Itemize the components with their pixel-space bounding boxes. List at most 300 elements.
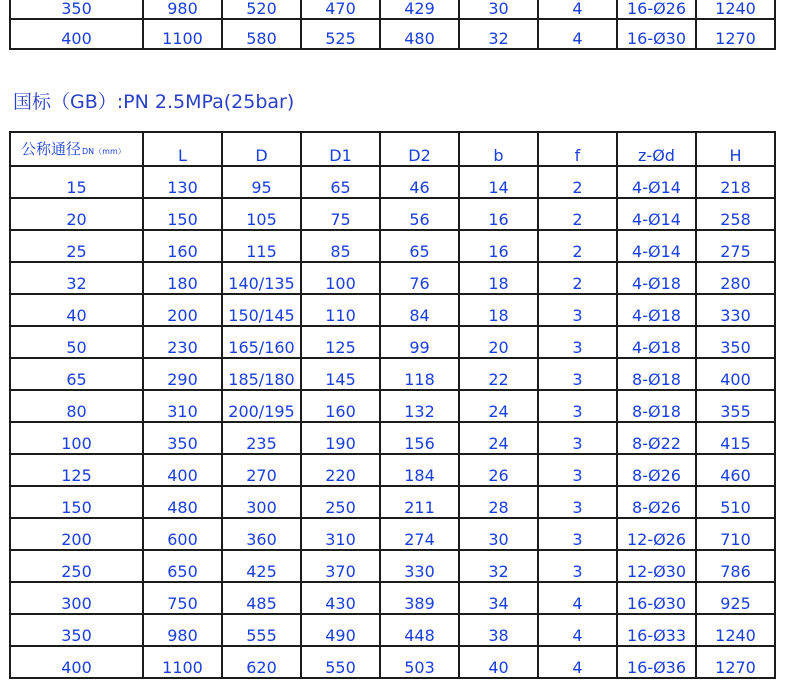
cell-value: 40 xyxy=(488,658,509,677)
table-cell xyxy=(143,550,222,582)
table-cell xyxy=(617,518,696,550)
cell-value: 118 xyxy=(404,370,435,389)
table-cell xyxy=(538,19,617,49)
header-cell xyxy=(380,132,459,166)
table-cell xyxy=(696,166,775,198)
table-cell xyxy=(617,326,696,358)
cell-value: 200 xyxy=(61,530,92,549)
cell-value: 350 xyxy=(720,338,751,357)
table-cell xyxy=(696,262,775,294)
table-row xyxy=(10,230,775,262)
cell-value: 84 xyxy=(409,306,430,325)
cell-value: 156 xyxy=(404,434,435,453)
table-cell xyxy=(301,326,380,358)
cell-value: 470 xyxy=(325,0,356,18)
cell-value: 925 xyxy=(720,594,751,613)
table-cell xyxy=(301,518,380,550)
cell-value: 125 xyxy=(61,466,92,485)
cell-value: 786 xyxy=(720,562,751,581)
table-cell xyxy=(459,518,538,550)
table-cell xyxy=(459,358,538,390)
table-row xyxy=(10,326,775,358)
cell-value: 274 xyxy=(404,530,435,549)
cell-value: 4 xyxy=(572,658,583,677)
table-cell xyxy=(143,358,222,390)
table-cell xyxy=(301,614,380,646)
cell-value: 4-Ø18 xyxy=(632,274,681,293)
cell-value: 270 xyxy=(246,466,277,485)
table-cell xyxy=(696,0,775,19)
table-row xyxy=(10,198,775,230)
table-cell xyxy=(696,454,775,486)
table-cell xyxy=(380,358,459,390)
cell-value: 100 xyxy=(325,274,356,293)
table-row xyxy=(10,582,775,614)
cell-value: 16-Ø30 xyxy=(626,594,687,613)
table-cell xyxy=(617,582,696,614)
table-cell xyxy=(143,294,222,326)
cell-value: 24 xyxy=(488,434,509,453)
table-cell xyxy=(459,294,538,326)
cell-value: 76 xyxy=(409,274,430,293)
cell-value: 525 xyxy=(325,29,356,48)
cell-value: 75 xyxy=(330,210,351,229)
table-cell xyxy=(143,422,222,454)
table-cell xyxy=(380,262,459,294)
cell-value: 185/180 xyxy=(228,370,295,389)
table-cell xyxy=(617,358,696,390)
cell-value: 160 xyxy=(325,402,356,421)
table-cell xyxy=(696,198,775,230)
table-cell xyxy=(459,326,538,358)
cell-value: 20 xyxy=(488,338,509,357)
table-cell xyxy=(538,358,617,390)
cell-value: 150 xyxy=(167,210,198,229)
table-cell xyxy=(538,518,617,550)
table-cell xyxy=(222,422,301,454)
table-cell xyxy=(538,582,617,614)
table-cell xyxy=(380,0,459,19)
table-body xyxy=(10,166,775,678)
table-cell xyxy=(538,166,617,198)
table-cell xyxy=(538,294,617,326)
cell-value: 12-Ø26 xyxy=(626,530,687,549)
table-cell xyxy=(617,486,696,518)
cell-value: 300 xyxy=(246,498,277,517)
cell-value: 105 xyxy=(246,210,277,229)
cell-value: 8-Ø18 xyxy=(632,402,681,421)
table-cell xyxy=(10,454,143,486)
cell-value: 8-Ø26 xyxy=(632,498,681,517)
cell-value: 310 xyxy=(325,530,356,549)
table-cell xyxy=(10,166,143,198)
table-row xyxy=(10,422,775,454)
table-row xyxy=(10,0,775,19)
table-cell xyxy=(10,0,143,19)
cell-value: 145 xyxy=(325,370,356,389)
table-row xyxy=(10,19,775,49)
table-cell xyxy=(222,358,301,390)
cell-value: 480 xyxy=(167,498,198,517)
table-cell xyxy=(617,166,696,198)
cell-value: 429 xyxy=(404,0,435,18)
table-row xyxy=(10,614,775,646)
cell-value: 130 xyxy=(167,178,198,197)
table-cell xyxy=(10,294,143,326)
cell-value: 4 xyxy=(572,29,583,48)
table-cell xyxy=(10,358,143,390)
header-label: b xyxy=(493,146,504,165)
table-cell xyxy=(538,390,617,422)
table-cell xyxy=(617,614,696,646)
table-cell xyxy=(222,19,301,49)
table-cell xyxy=(301,0,380,19)
cell-value: 150/145 xyxy=(228,306,295,325)
table-cell xyxy=(617,550,696,582)
cell-value: 650 xyxy=(167,562,198,581)
table-cell xyxy=(380,582,459,614)
table-cell xyxy=(143,390,222,422)
cell-value: 400 xyxy=(61,29,92,48)
table-cell xyxy=(143,326,222,358)
cell-value: 250 xyxy=(325,498,356,517)
cell-value: 26 xyxy=(488,466,509,485)
cell-value: 1100 xyxy=(162,658,203,677)
cell-value: 100 xyxy=(61,434,92,453)
cell-value: 2 xyxy=(572,210,583,229)
table-cell xyxy=(459,390,538,422)
header-cell xyxy=(538,132,617,166)
table-cell xyxy=(459,230,538,262)
cell-value: 34 xyxy=(488,594,509,613)
cell-value: 4 xyxy=(572,594,583,613)
table-cell xyxy=(459,166,538,198)
table-cell xyxy=(538,198,617,230)
cell-value: 400 xyxy=(167,466,198,485)
cell-value: 8-Ø18 xyxy=(632,370,681,389)
cell-value: 16 xyxy=(488,242,509,261)
cell-value: 3 xyxy=(572,466,583,485)
cell-value: 85 xyxy=(330,242,351,261)
table-cell xyxy=(143,0,222,19)
cell-value: 95 xyxy=(251,178,272,197)
cell-value: 22 xyxy=(488,370,509,389)
cell-value: 290 xyxy=(167,370,198,389)
table-cell xyxy=(222,0,301,19)
table-cell xyxy=(10,422,143,454)
cell-value: 40 xyxy=(66,306,87,325)
cell-value: 4-Ø14 xyxy=(632,178,681,197)
cell-value: 32 xyxy=(488,562,509,581)
header-label: H xyxy=(729,146,742,165)
table-cell xyxy=(10,262,143,294)
table-cell xyxy=(222,550,301,582)
cell-value: 220 xyxy=(325,466,356,485)
table-cell xyxy=(222,326,301,358)
cell-value: 3 xyxy=(572,498,583,517)
cell-value: 150 xyxy=(61,498,92,517)
cell-value: 415 xyxy=(720,434,751,453)
header-label: D2 xyxy=(408,146,431,165)
table-cell xyxy=(696,19,775,49)
table-row xyxy=(10,358,775,390)
table-row xyxy=(10,454,775,486)
cell-value: 16-Ø26 xyxy=(626,0,687,18)
table-cell xyxy=(143,230,222,262)
table-cell xyxy=(222,166,301,198)
table-cell xyxy=(143,646,222,678)
cell-value: 485 xyxy=(246,594,277,613)
table-cell xyxy=(459,19,538,49)
cell-value: 400 xyxy=(720,370,751,389)
cell-value: 360 xyxy=(246,530,277,549)
cell-value: 180 xyxy=(167,274,198,293)
cell-value: 8-Ø26 xyxy=(632,466,681,485)
table-row xyxy=(10,390,775,422)
table-row xyxy=(10,486,775,518)
table-cell xyxy=(617,294,696,326)
table-cell xyxy=(10,646,143,678)
table-cell xyxy=(301,262,380,294)
table-cell xyxy=(222,582,301,614)
table-cell xyxy=(459,262,538,294)
cell-value: 16-Ø36 xyxy=(626,658,687,677)
cell-value: 16-Ø33 xyxy=(626,626,687,645)
table-cell xyxy=(617,198,696,230)
cell-value: 448 xyxy=(404,626,435,645)
table-cell xyxy=(380,454,459,486)
cell-value: 30 xyxy=(488,0,509,18)
cell-value: 330 xyxy=(720,306,751,325)
cell-value: 4 xyxy=(572,626,583,645)
table-row xyxy=(10,166,775,198)
table-cell xyxy=(301,454,380,486)
table-cell xyxy=(617,230,696,262)
cell-value: 32 xyxy=(488,29,509,48)
table-cell xyxy=(538,454,617,486)
table-cell xyxy=(222,646,301,678)
table-cell xyxy=(696,326,775,358)
cell-value: 65 xyxy=(409,242,430,261)
table-cell xyxy=(459,422,538,454)
cell-value: 211 xyxy=(404,498,435,517)
table-cell xyxy=(696,646,775,678)
cell-value: 16 xyxy=(488,210,509,229)
table-cell xyxy=(301,550,380,582)
cell-value: 460 xyxy=(720,466,751,485)
cell-value: 310 xyxy=(167,402,198,421)
table-cell xyxy=(459,582,538,614)
cell-value: 1100 xyxy=(162,29,203,48)
table-cell xyxy=(538,262,617,294)
spec-table xyxy=(9,131,776,679)
table-cell xyxy=(380,390,459,422)
table-cell xyxy=(538,550,617,582)
cell-value: 200 xyxy=(167,306,198,325)
cell-value: 1240 xyxy=(715,626,756,645)
table-cell xyxy=(696,422,775,454)
table-cell xyxy=(380,166,459,198)
header-cell xyxy=(222,132,301,166)
cell-value: 38 xyxy=(488,626,509,645)
cell-value: 600 xyxy=(167,530,198,549)
table-cell xyxy=(380,294,459,326)
cell-value: 503 xyxy=(404,658,435,677)
header-cell-dn xyxy=(10,132,143,166)
table-cell xyxy=(617,0,696,19)
cell-value: 56 xyxy=(409,210,430,229)
table-cell xyxy=(301,166,380,198)
table-cell xyxy=(222,390,301,422)
cell-value: 32 xyxy=(66,274,87,293)
cell-value: 280 xyxy=(720,274,751,293)
cell-value: 490 xyxy=(325,626,356,645)
table-cell xyxy=(222,518,301,550)
table-cell xyxy=(696,486,775,518)
cell-value: 550 xyxy=(325,658,356,677)
table-cell xyxy=(380,326,459,358)
table-cell xyxy=(380,486,459,518)
cell-value: 510 xyxy=(720,498,751,517)
table-cell xyxy=(222,454,301,486)
cell-value: 3 xyxy=(572,370,583,389)
table-cell xyxy=(143,614,222,646)
table-cell xyxy=(301,358,380,390)
table-cell xyxy=(301,19,380,49)
cell-value: 750 xyxy=(167,594,198,613)
table-cell xyxy=(143,19,222,49)
cell-value: 184 xyxy=(404,466,435,485)
cell-value: 370 xyxy=(325,562,356,581)
header-label: z-Ød xyxy=(638,146,675,165)
table-cell xyxy=(696,358,775,390)
cell-value: 555 xyxy=(246,626,277,645)
table-cell xyxy=(696,614,775,646)
cell-value: 480 xyxy=(404,29,435,48)
table-cell xyxy=(10,390,143,422)
table-cell xyxy=(10,486,143,518)
table-cell xyxy=(380,646,459,678)
cell-value: 350 xyxy=(61,626,92,645)
table-row xyxy=(10,518,775,550)
header-cell xyxy=(301,132,380,166)
table-cell xyxy=(301,294,380,326)
table-cell xyxy=(10,582,143,614)
table-cell xyxy=(538,0,617,19)
table-cell xyxy=(696,550,775,582)
cell-value: 2 xyxy=(572,242,583,261)
cell-value: 620 xyxy=(246,658,277,677)
table-cell xyxy=(10,550,143,582)
cell-value: 110 xyxy=(325,306,356,325)
cell-value: 350 xyxy=(167,434,198,453)
table-cell xyxy=(617,646,696,678)
cell-value: 80 xyxy=(66,402,87,421)
table-cell xyxy=(617,262,696,294)
table-cell xyxy=(538,646,617,678)
table-cell xyxy=(538,326,617,358)
cell-value: 258 xyxy=(720,210,751,229)
table-cell xyxy=(301,198,380,230)
dn-unit-label: DN（mm） xyxy=(82,146,126,156)
cell-value: 20 xyxy=(66,210,87,229)
cell-value: 355 xyxy=(720,402,751,421)
cell-value: 65 xyxy=(66,370,87,389)
cell-value: 330 xyxy=(404,562,435,581)
table-cell xyxy=(301,390,380,422)
cell-value: 250 xyxy=(61,562,92,581)
prev-table-body xyxy=(10,0,775,49)
header-cell xyxy=(459,132,538,166)
table-cell xyxy=(538,422,617,454)
cell-value: 580 xyxy=(246,29,277,48)
cell-value: 24 xyxy=(488,402,509,421)
table-cell xyxy=(10,19,143,49)
table-cell xyxy=(222,262,301,294)
table-cell xyxy=(617,390,696,422)
table-cell xyxy=(696,390,775,422)
cell-value: 4-Ø14 xyxy=(632,210,681,229)
table-cell xyxy=(10,614,143,646)
cell-value: 980 xyxy=(167,626,198,645)
section-title: 国标（GB）:PN 2.5MPa(25bar) xyxy=(13,91,295,113)
cell-value: 4 xyxy=(572,0,583,18)
cell-value: 430 xyxy=(325,594,356,613)
cell-value: 115 xyxy=(246,242,277,261)
table-cell xyxy=(301,230,380,262)
table-cell xyxy=(380,230,459,262)
table-cell xyxy=(10,518,143,550)
table-cell xyxy=(538,614,617,646)
cell-value: 14 xyxy=(488,178,509,197)
table-cell xyxy=(459,486,538,518)
cell-value: 275 xyxy=(720,242,751,261)
cell-value: 4-Ø18 xyxy=(632,338,681,357)
table-cell xyxy=(459,198,538,230)
table-cell xyxy=(10,230,143,262)
cell-value: 3 xyxy=(572,530,583,549)
cell-value: 350 xyxy=(61,0,92,18)
cell-value: 218 xyxy=(720,178,751,197)
table-cell xyxy=(459,550,538,582)
table-header-row xyxy=(10,132,775,166)
cell-value: 8-Ø22 xyxy=(632,434,681,453)
table-cell xyxy=(222,198,301,230)
cell-value: 4-Ø18 xyxy=(632,306,681,325)
cell-value: 4-Ø14 xyxy=(632,242,681,261)
cell-value: 50 xyxy=(66,338,87,357)
table-cell xyxy=(380,518,459,550)
table-cell xyxy=(301,422,380,454)
cell-value: 2 xyxy=(572,274,583,293)
table-cell xyxy=(380,614,459,646)
cell-value: 300 xyxy=(61,594,92,613)
cell-value: 25 xyxy=(66,242,87,261)
table-cell xyxy=(538,486,617,518)
cell-value: 18 xyxy=(488,274,509,293)
cell-value: 18 xyxy=(488,306,509,325)
cell-value: 65 xyxy=(330,178,351,197)
cell-value: 132 xyxy=(404,402,435,421)
table-cell xyxy=(459,646,538,678)
table-cell xyxy=(143,454,222,486)
cell-value: 425 xyxy=(246,562,277,581)
header-label: f xyxy=(574,146,581,165)
table-cell xyxy=(301,646,380,678)
cell-value: 389 xyxy=(404,594,435,613)
header-label: D1 xyxy=(329,146,352,165)
table-row xyxy=(10,294,775,326)
